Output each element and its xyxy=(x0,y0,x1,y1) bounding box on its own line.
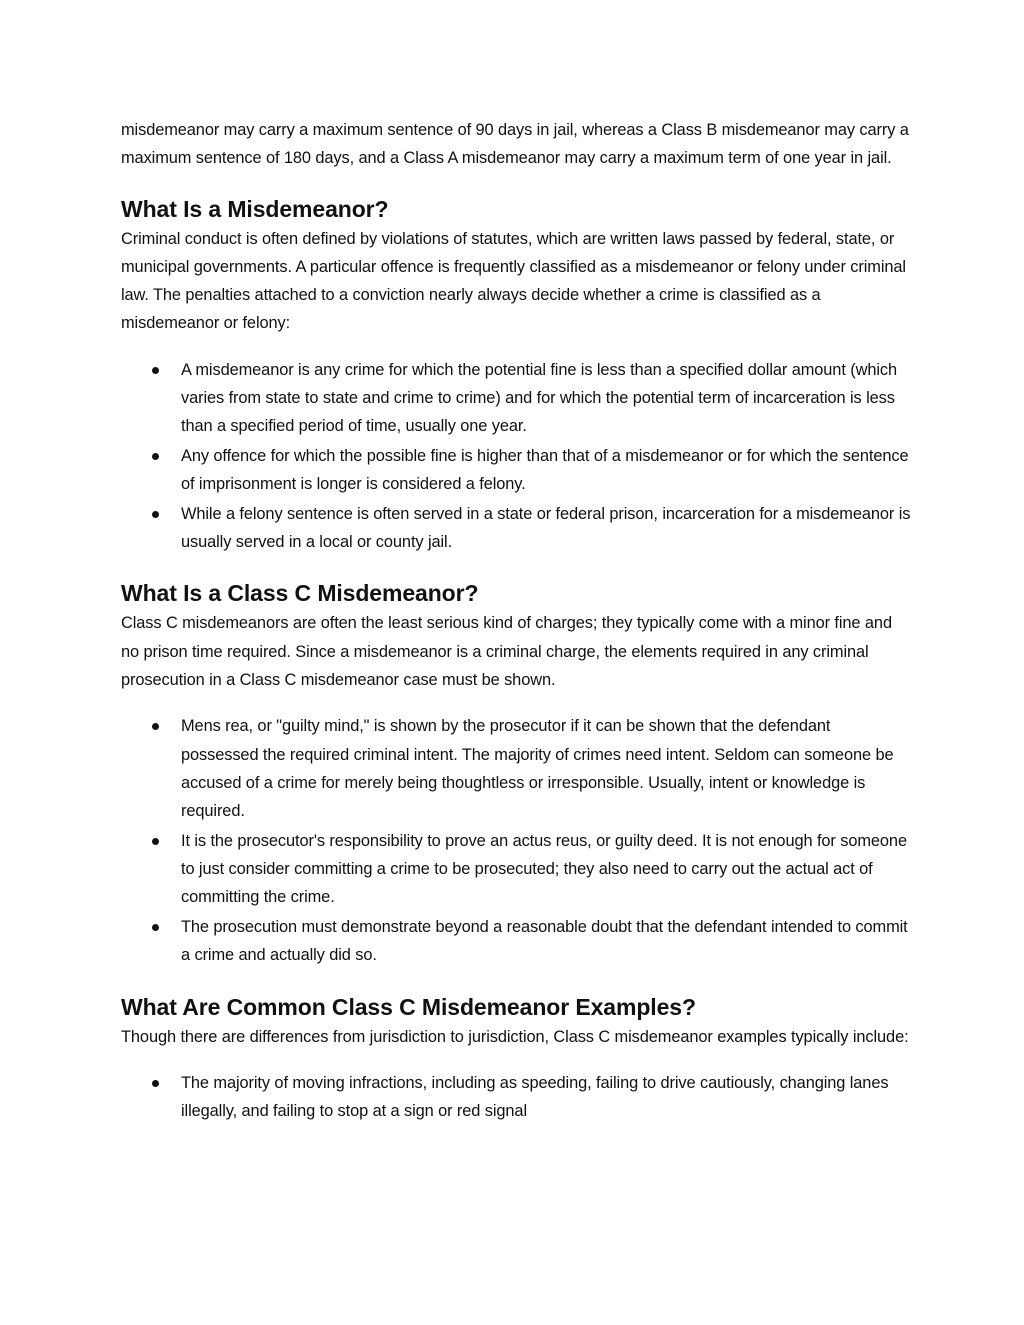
bullet-item xyxy=(121,913,911,970)
bullet-text: Any offence for which the possible fine is higher than that of a misdemeanor or for which the sentence of imprisonment is longer is considered a felony. xyxy=(181,446,909,494)
bullet-item xyxy=(121,712,911,825)
section-heading: What Are Common Class C Misdemeanor Examples? xyxy=(121,993,696,1020)
bullet-item xyxy=(121,827,911,912)
section-paragraph: Class C misdemeanors are often the least serious kind of charges; they typically come with a minor fine and no prison time required. Since a misdemeanor is a criminal charge, the elements required in any criminal prosecution in a Class C misdemeanor case must be shown. xyxy=(121,614,892,690)
bullet-item xyxy=(121,442,911,499)
section-heading: What Is a Class C Misdemeanor? xyxy=(121,580,479,607)
bullet-text: The prosecution must demonstrate beyond a reasonable doubt that the defendant intended to commit a crime and actually did so. xyxy=(181,917,908,965)
bullet-item xyxy=(121,356,911,441)
bullet-icon xyxy=(152,924,159,931)
bullet-icon xyxy=(152,367,159,374)
bullet-item xyxy=(121,1069,911,1126)
bullet-item xyxy=(121,500,911,557)
intro-paragraph: misdemeanor may carry a maximum sentence of 90 days in jail, whereas a Class B misdemeanor may carry a maximum sentence of 180 days, and a Class A misdemeanor may carry a maximum term of one year in jail. xyxy=(121,121,909,168)
bullet-text: It is the prosecutor's responsibility to prove an actus reus, or guilty deed. It is not enough for someone to just consider committing a crime to be prosecuted; they also need to carry out the actual act of committing the crime. xyxy=(181,831,907,907)
section-paragraph: Though there are differences from jurisdiction to jurisdiction, Class C misdemeanor examples typically include: xyxy=(121,1027,909,1046)
bullet-icon xyxy=(152,1080,159,1087)
bullet-text: While a felony sentence is often served in a state or federal prison, incarceration for a misdemeanor is usually served in a local or county jail. xyxy=(181,504,911,551)
section-paragraph: Criminal conduct is often defined by violations of statutes, which are written laws passed by federal, state, or municipal governments. A particular offence is frequently classified as a misdemeanor or felony under criminal law. The penalties attached to a conviction nearly always decide whether a crime is classified as a misdemeanor or felony: xyxy=(121,229,906,333)
section-heading: What Is a Misdemeanor? xyxy=(121,195,389,222)
bullet-icon xyxy=(152,511,159,518)
bullet-list xyxy=(121,1069,911,1126)
bullet-text: The majority of moving infractions, including as speeding, failing to drive cautiously, changing lanes illegally, and failing to stop at a sign or red signal xyxy=(181,1073,889,1121)
bullet-icon xyxy=(152,723,159,730)
bullet-icon xyxy=(152,838,159,845)
bullet-icon xyxy=(152,453,159,460)
bullet-text: A misdemeanor is any crime for which the potential fine is less than a specified dollar amount (which varies from state to state and crime to crime) and for which the potential term of incarceration is less than a specified period of time, usually one year. xyxy=(181,360,897,436)
bullet-list xyxy=(121,356,911,556)
document-page xyxy=(121,116,911,1127)
bullet-list xyxy=(121,712,911,969)
bullet-text: Mens rea, or "guilty mind," is shown by the prosecutor if it can be shown that the defendant possessed the required criminal intent. The majority of crimes need intent. Seldom can someone be accused of a crime for merely being thoughtless or irresponsible. Usually, intent or knowledge is required. xyxy=(181,717,894,821)
